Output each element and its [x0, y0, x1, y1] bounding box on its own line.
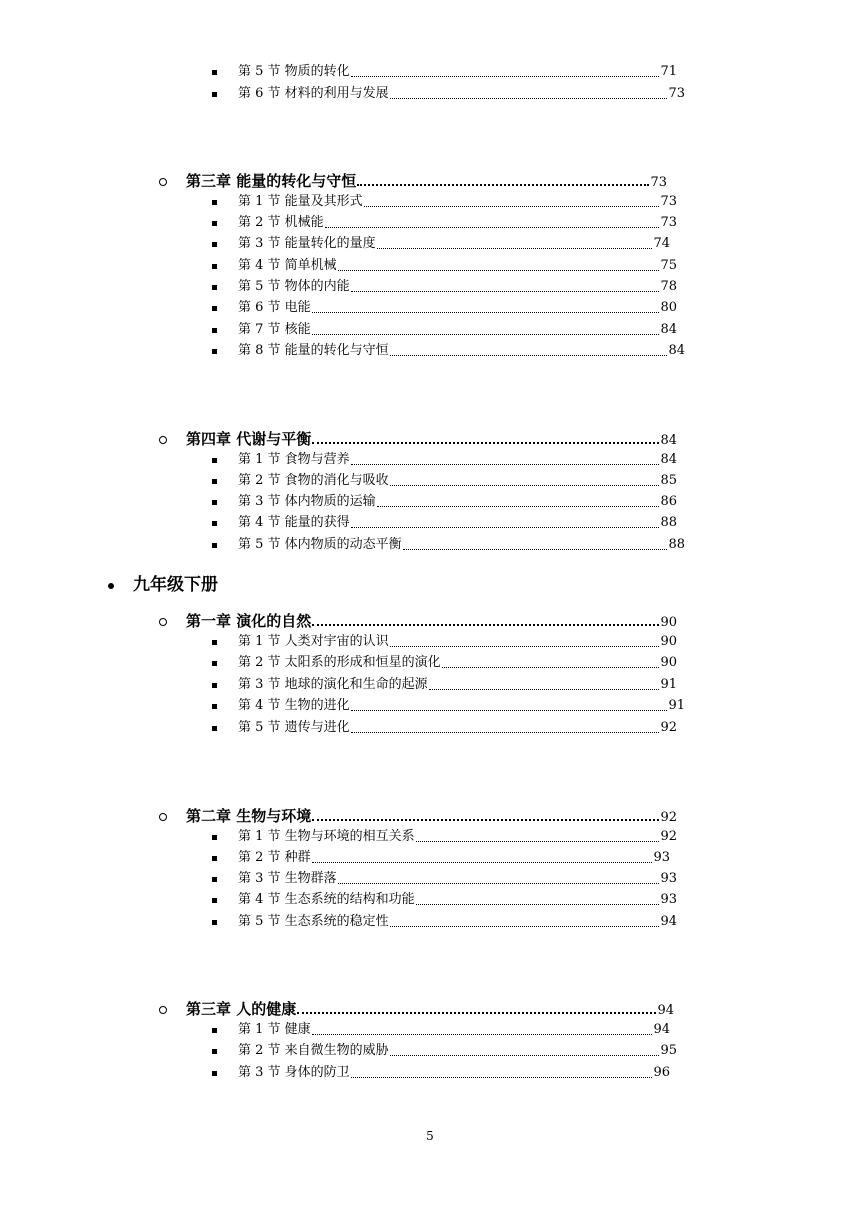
dot-leader — [351, 732, 660, 733]
section-title: 第 3 节 生物群落 — [238, 871, 337, 886]
section-bullet — [212, 479, 217, 484]
section-bullet — [212, 1071, 217, 1076]
section-bullet — [212, 640, 217, 645]
entry-page-number: 73 — [660, 194, 677, 209]
toc-section-entry[interactable] — [238, 1020, 670, 1040]
section-title: 第 3 节 体内物质的运输 — [238, 494, 376, 509]
section-title: 第 3 节 地球的演化和生命的起源 — [238, 677, 428, 692]
section-title: 第 1 节 食物与营养 — [238, 452, 350, 467]
entry-page-number: 93 — [660, 871, 677, 886]
entry-page-number: 84 — [660, 452, 677, 467]
toc-section-entry[interactable] — [238, 869, 677, 889]
section-title: 第 2 节 食物的消化与吸收 — [238, 473, 389, 488]
entry-page-number: 85 — [660, 473, 677, 488]
toc-section-entry[interactable] — [238, 234, 670, 254]
toc-section-entry[interactable] — [238, 675, 677, 695]
section-title: 第 5 节 体内物质的动态平衡 — [238, 537, 402, 552]
toc-section-entry[interactable] — [238, 718, 677, 738]
toc-chapter-entry[interactable] — [186, 428, 677, 450]
section-title: 第 2 节 种群 — [238, 850, 311, 865]
section-bullet — [212, 920, 217, 925]
entry-page-number: 73 — [650, 175, 667, 190]
dot-leader — [377, 506, 660, 507]
section-bullet — [212, 898, 217, 903]
toc-section-entry[interactable] — [238, 848, 670, 868]
section-title: 第 5 节 生态系统的稳定性 — [238, 914, 389, 929]
dot-leader — [442, 667, 660, 668]
entry-page-number: 84 — [660, 322, 677, 337]
page-number: 5 — [426, 1129, 434, 1143]
entry-page-number: 74 — [653, 236, 670, 251]
section-bullet — [212, 328, 217, 333]
entry-page-number: 90 — [660, 615, 677, 630]
dot-leader — [351, 464, 660, 465]
section-title: 第 4 节 生态系统的结构和功能 — [238, 892, 415, 907]
dot-leader — [325, 227, 660, 228]
section-bullet — [212, 264, 217, 269]
section-title: 第 3 节 身体的防卫 — [238, 1065, 350, 1080]
dot-leader — [338, 883, 660, 884]
toc-section-entry[interactable] — [238, 84, 685, 104]
dot-leader — [312, 1034, 653, 1035]
dot-leader — [312, 312, 660, 313]
entry-page-number: 94 — [657, 1003, 674, 1018]
section-bullet — [212, 70, 217, 75]
section-title: 第 2 节 太阳系的形成和恒星的演化 — [238, 655, 441, 670]
section-bullet — [212, 543, 217, 548]
dot-leader — [357, 184, 649, 186]
toc-section-entry[interactable] — [238, 535, 685, 555]
section-bullet — [212, 285, 217, 290]
toc-section-entry[interactable] — [238, 298, 677, 318]
book-title: 九年级下册 — [133, 575, 218, 595]
toc-section-entry[interactable] — [238, 1041, 677, 1061]
toc-section-entry[interactable] — [238, 213, 677, 233]
section-title: 第 2 节 机械能 — [238, 215, 324, 230]
chapter-bullet — [159, 178, 167, 186]
entry-page-number: 71 — [660, 64, 677, 79]
section-title: 第 5 节 遗传与进化 — [238, 720, 350, 735]
section-title: 第 4 节 生物的进化 — [238, 698, 350, 713]
entry-page-number: 86 — [660, 494, 677, 509]
section-bullet — [212, 1049, 217, 1054]
dot-leader — [351, 527, 660, 528]
entry-page-number: 96 — [653, 1065, 670, 1080]
dot-leader — [351, 76, 660, 77]
section-bullet — [212, 726, 217, 731]
dot-leader — [390, 926, 660, 927]
section-title: 第 6 节 材料的利用与发展 — [238, 86, 389, 101]
section-title: 第 2 节 来自微生物的威胁 — [238, 1043, 389, 1058]
toc-section-entry[interactable] — [238, 696, 685, 716]
chapter-bullet — [159, 813, 167, 821]
section-bullet — [212, 856, 217, 861]
entry-page-number: 75 — [660, 258, 677, 273]
section-bullet — [212, 458, 217, 463]
entry-page-number: 78 — [660, 279, 677, 294]
section-bullet — [212, 1028, 217, 1033]
entry-page-number: 84 — [668, 343, 685, 358]
section-title: 第 6 节 电能 — [238, 300, 311, 315]
section-bullet — [212, 877, 217, 882]
toc-section-entry[interactable] — [238, 1063, 670, 1083]
section-bullet — [212, 704, 217, 709]
section-bullet — [212, 200, 217, 205]
section-bullet — [212, 306, 217, 311]
dot-leader — [403, 549, 668, 550]
toc-section-entry[interactable] — [238, 341, 685, 361]
dot-leader — [312, 334, 660, 335]
toc-section-entry[interactable] — [238, 450, 677, 470]
entry-page-number: 95 — [660, 1043, 677, 1058]
toc-book-heading[interactable] — [133, 572, 218, 598]
section-bullet — [212, 349, 217, 354]
entry-page-number: 84 — [660, 433, 677, 448]
entry-page-number: 94 — [653, 1022, 670, 1037]
toc-chapter-entry[interactable] — [186, 998, 674, 1020]
chapter-title: 第二章 生物与环境 — [186, 807, 312, 825]
dot-leader — [390, 485, 660, 486]
entry-page-number: 92 — [660, 810, 677, 825]
section-title: 第 5 节 物质的转化 — [238, 64, 350, 79]
dot-leader — [312, 624, 659, 626]
toc-section-entry[interactable] — [238, 632, 677, 652]
entry-page-number: 88 — [660, 515, 677, 530]
section-bullet — [212, 221, 217, 226]
section-title: 第 4 节 能量的获得 — [238, 515, 350, 530]
chapter-bullet — [159, 1006, 167, 1014]
entry-page-number: 80 — [660, 300, 677, 315]
toc-section-entry[interactable] — [238, 471, 677, 491]
entry-page-number: 88 — [668, 537, 685, 552]
dot-leader — [390, 1055, 660, 1056]
entry-page-number: 91 — [668, 698, 685, 713]
dot-leader — [364, 206, 660, 207]
entry-page-number: 94 — [660, 914, 677, 929]
toc-chapter-entry[interactable] — [186, 610, 677, 632]
toc-section-entry[interactable] — [238, 513, 677, 533]
section-title: 第 1 节 健康 — [238, 1022, 311, 1037]
section-title: 第 4 节 简单机械 — [238, 258, 337, 273]
section-bullet — [212, 92, 217, 97]
section-title: 第 8 节 能量的转化与守恒 — [238, 343, 389, 358]
section-title: 第 7 节 核能 — [238, 322, 311, 337]
toc-chapter-entry[interactable] — [186, 805, 677, 827]
section-bullet — [212, 521, 217, 526]
dot-leader — [416, 841, 660, 842]
dot-leader — [312, 862, 653, 863]
toc-section-entry[interactable] — [238, 62, 677, 82]
section-bullet — [212, 835, 217, 840]
chapter-bullet — [159, 436, 167, 444]
dot-leader — [312, 819, 659, 821]
toc-section-entry[interactable] — [238, 827, 677, 847]
dot-leader — [351, 291, 660, 292]
dot-leader — [390, 98, 668, 99]
chapter-title: 第三章 人的健康 — [186, 1000, 297, 1018]
dot-leader — [377, 248, 653, 249]
dot-leader — [338, 270, 660, 271]
entry-page-number: 93 — [653, 850, 670, 865]
dot-leader — [312, 442, 659, 444]
dot-leader — [429, 689, 660, 690]
chapter-title: 第一章 演化的自然 — [186, 612, 312, 630]
entry-page-number: 92 — [660, 720, 677, 735]
dot-leader — [390, 355, 668, 356]
dot-leader — [416, 904, 660, 905]
section-title: 第 3 节 能量转化的量度 — [238, 236, 376, 251]
chapter-title: 第三章 能量的转化与守恒 — [186, 172, 357, 190]
section-bullet — [212, 661, 217, 666]
toc-section-entry[interactable] — [238, 192, 677, 212]
toc-section-entry[interactable] — [238, 653, 677, 673]
toc-section-entry[interactable] — [238, 320, 677, 340]
entry-page-number: 73 — [668, 86, 685, 101]
dot-leader — [351, 1077, 653, 1078]
section-bullet — [212, 242, 217, 247]
toc-section-entry[interactable] — [238, 912, 677, 932]
section-bullet — [212, 683, 217, 688]
toc-chapter-entry[interactable] — [186, 170, 667, 192]
section-title: 第 1 节 人类对宇宙的认识 — [238, 634, 389, 649]
entry-page-number: 73 — [660, 215, 677, 230]
entry-page-number: 91 — [660, 677, 677, 692]
toc-section-entry[interactable] — [238, 277, 677, 297]
section-title: 第 5 节 物体的内能 — [238, 279, 350, 294]
section-title: 第 1 节 能量及其形式 — [238, 194, 363, 209]
entry-page-number: 93 — [660, 892, 677, 907]
entry-page-number: 92 — [660, 829, 677, 844]
section-title: 第 1 节 生物与环境的相互关系 — [238, 829, 415, 844]
entry-page-number: 90 — [660, 634, 677, 649]
entry-page-number: 90 — [660, 655, 677, 670]
toc-section-entry[interactable] — [238, 256, 677, 276]
toc-section-entry[interactable] — [238, 492, 677, 512]
book-bullet — [108, 583, 114, 589]
section-bullet — [212, 500, 217, 505]
dot-leader — [351, 710, 668, 711]
dot-leader — [297, 1012, 656, 1014]
chapter-title: 第四章 代谢与平衡 — [186, 430, 312, 448]
toc-section-entry[interactable] — [238, 890, 677, 910]
dot-leader — [390, 646, 660, 647]
chapter-bullet — [159, 618, 167, 626]
